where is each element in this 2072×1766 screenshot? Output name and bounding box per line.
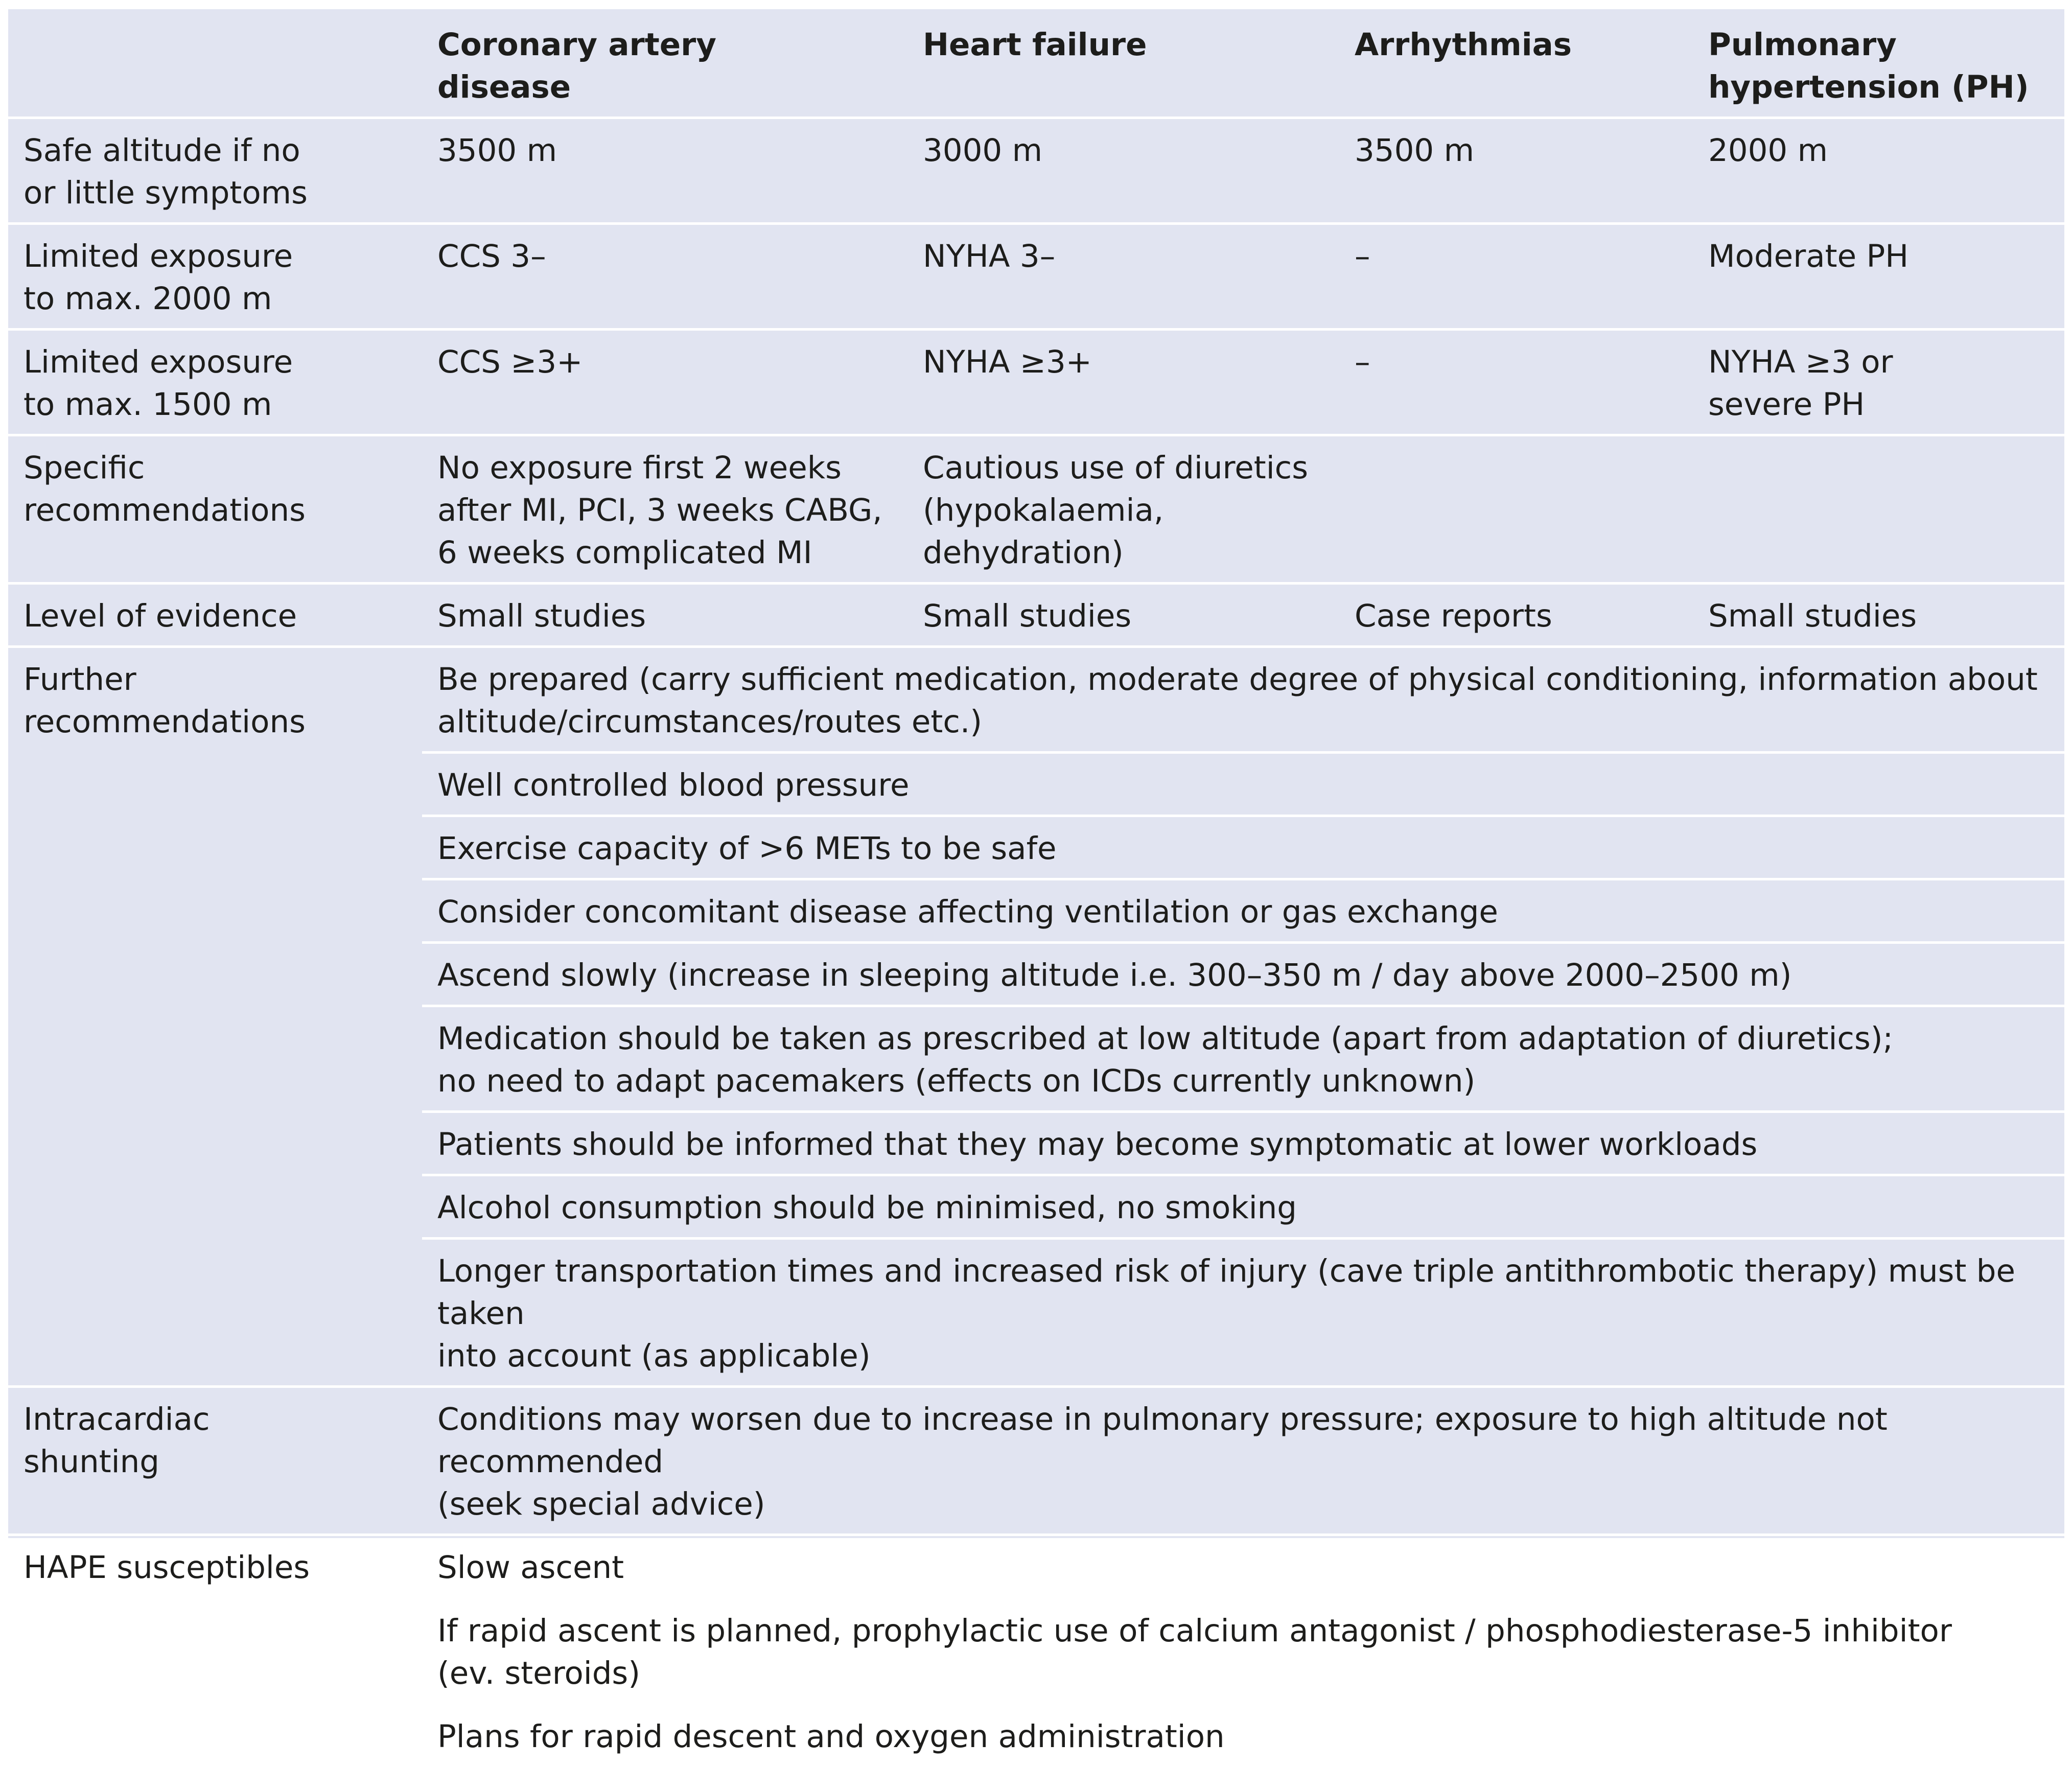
table-cell: CCS ≥3+ (422, 330, 907, 435)
table-cell: Small studies (907, 584, 1339, 647)
table-cell: 3500 m (422, 118, 907, 224)
further-item: Be prepared (carry sufficient medication, moderate degree of physical conditioning, information about altitude/circumstances/routes etc.) (422, 647, 2064, 753)
table-cell: NYHA 3– (907, 224, 1339, 330)
header-heart-failure: Heart failure (907, 9, 1339, 118)
table-cell: Cautious use of diuretics (hypokalaemia, dehydration) (907, 435, 1339, 584)
further-item: Alcohol consumption should be minimised, no smoking (422, 1175, 2064, 1239)
header-row (8, 9, 2064, 118)
table-row (8, 118, 2064, 224)
header-arrhythmias: Arrhythmias (1339, 9, 1693, 118)
row-label-further-recommendations: Further recommendations (8, 647, 422, 1387)
table-row (8, 330, 2064, 435)
table-cell: Case reports (1339, 584, 1693, 647)
row-label-limited-2000: Limited exposure to max. 2000 m (8, 224, 422, 330)
table-row (8, 435, 2064, 584)
table-cell (1693, 435, 2064, 584)
table-cell: 3500 m (1339, 118, 1693, 224)
shunting-text: Conditions may worsen due to increase in pulmonary pressure; exposure to high altitude not recommended (seek special advice) (422, 1387, 2064, 1535)
table-cell: 2000 m (1693, 118, 2064, 224)
row-label-limited-1500: Limited exposure to max. 1500 m (8, 330, 422, 435)
row-label-safe-altitude: Safe altitude if no or little symptoms (8, 118, 422, 224)
further-item: Ascend slowly (increase in sleeping altitude i.e. 300–350 m / day above 2000–2500 m) (422, 943, 2064, 1006)
row-label-intracardiac-shunting: Intracardiac shunting (8, 1387, 422, 1535)
table-row (8, 1387, 2064, 1535)
table-cell: No exposure first 2 weeks after MI, PCI, 3 weeks CABG, 6 weeks complicated MI (422, 435, 907, 584)
table-cell: – (1339, 330, 1693, 435)
further-item: Patients should be informed that they may become symptomatic at lower workloads (422, 1112, 2064, 1175)
header-coronary-artery-disease: Coronary artery disease (422, 9, 907, 118)
hape-item: Plans for rapid descent and oxygen administration (422, 1704, 2064, 1766)
table-cell: Moderate PH (1693, 224, 2064, 330)
table-cell: Small studies (422, 584, 907, 647)
table-row (8, 1535, 2064, 1598)
further-item: Medication should be taken as prescribed at low altitude (apart from adaptation of diuretics); no need to adapt pacemakers (effects on ICDs currently unknown) (422, 1006, 2064, 1112)
hape-item: Slow ascent (422, 1535, 2064, 1598)
table-cell (1339, 435, 1693, 584)
further-item: Exercise capacity of >6 METs to be safe (422, 816, 2064, 879)
recommendations-table (8, 9, 2064, 1766)
table-row (8, 647, 2064, 753)
table-cell: CCS 3– (422, 224, 907, 330)
further-item: Well controlled blood pressure (422, 753, 2064, 816)
hape-item: If rapid ascent is planned, prophylactic use of calcium antagonist / phosphodiesterase-5 inhibitor (ev. steroids) (422, 1598, 2064, 1704)
table-cell: NYHA ≥3+ (907, 330, 1339, 435)
table-panel (8, 9, 2064, 1538)
header-blank-cell (8, 9, 422, 118)
header-pulmonary-hypertension: Pulmonary hypertension (PH) (1693, 9, 2064, 118)
row-label-specific-recommendations: Specific recommendations (8, 435, 422, 584)
table-row (8, 224, 2064, 330)
table-cell: NYHA ≥3 or severe PH (1693, 330, 2064, 435)
row-label-level-of-evidence: Level of evidence (8, 584, 422, 647)
table-cell: 3000 m (907, 118, 1339, 224)
further-item: Longer transportation times and increased risk of injury (cave triple antithrombotic therapy) must be taken into account (as applicable) (422, 1239, 2064, 1387)
further-item: Consider concomitant disease affecting ventilation or gas exchange (422, 879, 2064, 943)
table-cell: Small studies (1693, 584, 2064, 647)
table-row (8, 584, 2064, 647)
row-label-hape-susceptibles: HAPE susceptibles (8, 1535, 422, 1766)
table-cell: – (1339, 224, 1693, 330)
